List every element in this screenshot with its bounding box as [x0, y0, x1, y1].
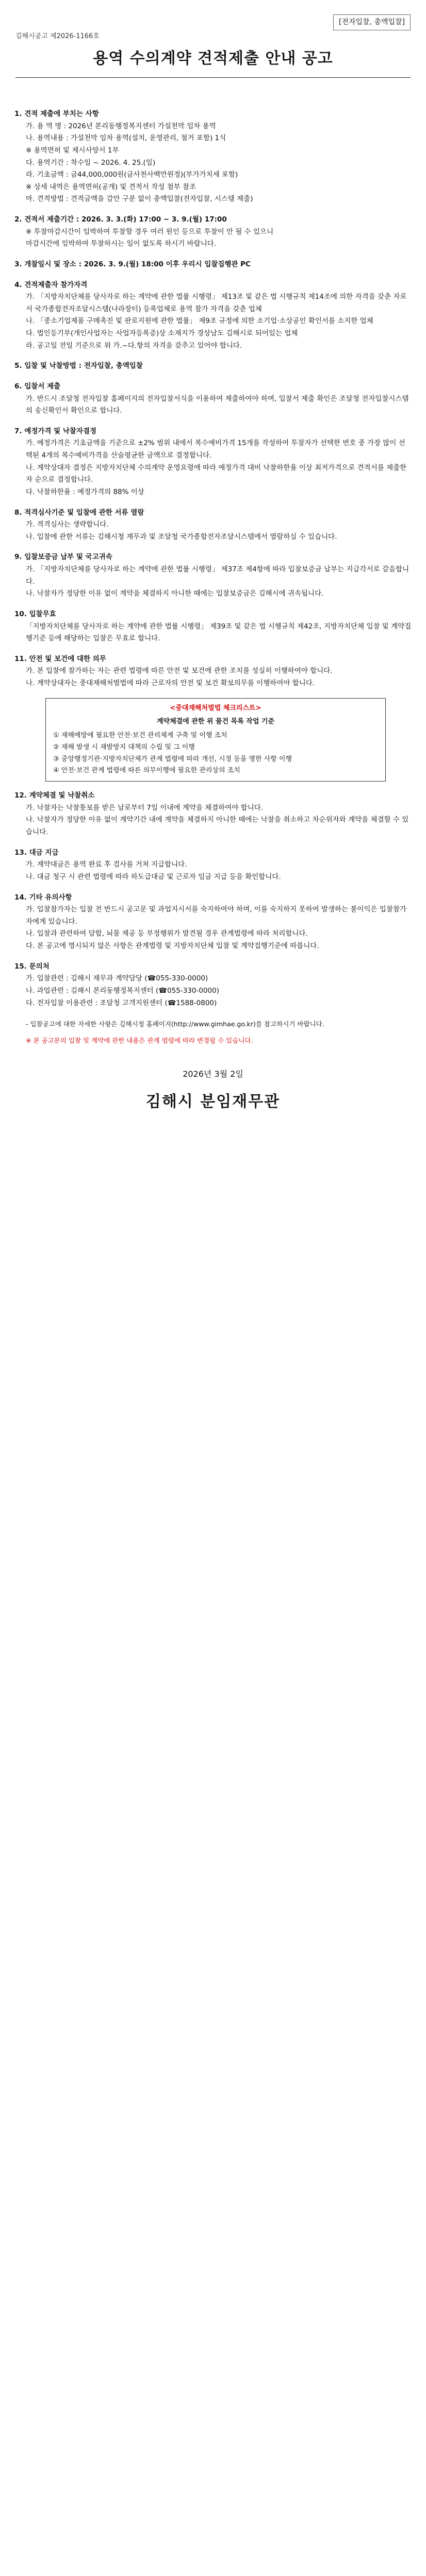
announcement-date: 2026년 3월 2일 [183, 1069, 243, 1079]
announcement-body [14, 108, 412, 1115]
notice-box [45, 698, 386, 782]
bid-type-tag: [전자입찰, 총액입찰] [333, 14, 411, 30]
notice-box-title: <중대재해처벌법 체크리스트> [170, 704, 261, 712]
section [14, 608, 412, 645]
section [14, 279, 412, 352]
section-line: 나. 계약상대자 결정은 지방자치단체 수의계약 운영요령에 따라 예정가격 대비 낙찰하한율 이상 최저가격으로 견적서를 제출한 자 순으로 결정합니다. [26, 463, 407, 484]
section-line: 가. 입찰참가자는 입찰 전 반드시 공고문 및 과업지시서를 숙지하여야 하며, 이를 숙지하지 못하여 발생하는 불이익은 입찰참가자에게 있습니다. [26, 905, 407, 926]
signer: 김해시 분임재무관 [145, 1092, 281, 1111]
section-heading: 15. 문의처 [14, 962, 50, 971]
section-heading: 13. 대금 지급 [14, 848, 59, 857]
section-line: 나. 입찰에 관한 서류는 김해시청 재무과 및 조달청 국가종합전자조달시스템에서 열람하실 수 있습니다. [26, 532, 337, 541]
section-line: 나. 계약상대자는 중대재해처벌법에 따라 근로자의 안전 및 보건 확보의무를 이행하여야 합니다. [26, 679, 315, 687]
notice-box-item: ④ 안전·보건 관계 법령에 따른 의무이행에 필요한 관리상의 조치 [53, 767, 240, 775]
section-heading: 5. 입찰 및 낙찰방법 : 전자입찰, 총액입찰 [14, 362, 143, 370]
section-line: 나. 용역내용 : 가설천막 임차 용역(설치, 운영관리, 철거 포함) 1식 [26, 134, 226, 143]
section-line: 가. 낙찰자는 낙찰통보를 받은 날로부터 7일 이내에 계약을 체결하여야 합니다. [26, 803, 264, 812]
section-heading: 3. 개찰일시 및 장소 : 2026. 3. 9.(월) 18:00 이후 우리시 입찰집행관 PC [14, 260, 251, 268]
footer-note: - 입찰공고에 대한 자세한 사항은 김해시청 홈페이지(http://www.gimhae.go.kr)를 참고하시기 바랍니다. [26, 1020, 324, 1028]
section-heading: 6. 입찰서 제출 [14, 382, 61, 391]
section-line: 「지방자치단체를 당사자로 하는 계약에 관한 법률 시행령」 제39조 및 같은 법 시행규칙 제42조, 지방자치단체 입찰 및 계약집행기준 등에 해당하는 입찰은 무효로 합니다. [26, 622, 412, 643]
section-line: 가. 「지방자치단체를 당사자로 하는 계약에 관한 법률 시행령」 제13조 및 같은 법 시행규칙 제14조에 의한 자격을 갖춘 자로서 국가종합전자조달시스템(나라장터) 등록업체로 용역 참가 자격을 갖춘 업체 [26, 293, 407, 313]
section-line: 나. 대금 청구 시 관련 법령에 따라 하도급대금 및 근로자 임금 지급 등을 확인합니다. [26, 872, 281, 881]
section-heading: 10. 입찰무효 [14, 609, 56, 618]
section-line: 가. 용 역 명 : 2026년 본리동행정복지센터 가설천막 임차 용역 [26, 122, 216, 130]
section-heading: 8. 적격심사기준 및 입찰에 관한 서류 열람 [14, 508, 144, 517]
section-heading: 14. 기타 유의사항 [14, 893, 72, 902]
sections-part-2 [14, 790, 412, 1009]
section-line: 나. 낙찰자가 정당한 이유 없이 계약기간 내에 계약을 체결하지 아니한 때에는 낙찰을 취소하고 차순위자와 계약을 체결할 수 있습니다. [26, 816, 409, 836]
section-heading: 4. 견적제출자 참가자격 [14, 280, 88, 289]
section [14, 653, 412, 690]
section-line: 나. 「중소기업제품 구매촉진 및 판로지원에 관한 법률」 제9조 규정에 의한 소기업·소상공인 확인서를 소지한 업체 [26, 317, 373, 326]
section-heading: 11. 안전 및 보건에 대한 의무 [14, 654, 106, 663]
section-heading: 9. 입찰보증금 납부 및 국고귀속 [14, 553, 112, 562]
section-line: 가. 입찰관련 : 김해시 재무과 계약담당 (☎055-330-0000) [26, 974, 208, 983]
section-line: 다. 용역기간 : 착수일 ~ 2026. 4. 25.(일) [26, 158, 156, 167]
section [14, 551, 412, 600]
section-line: 나. 입찰과 관련하여 담합, 뇌물 제공 등 부정행위가 발견될 경우 관계법령에 따라 처리합니다. [26, 929, 308, 938]
section-line: 가. 「지방자치단체를 당사자로 하는 계약에 관한 법률 시행령」 제37조 제4항에 따라 입찰보증금 납부는 지급각서로 갈음합니다. [26, 565, 409, 586]
section-line: 다. 법인등기부(개인사업자는 사업자등록증)상 소재지가 경상남도 김해시로 되어있는 업체 [26, 329, 298, 337]
header [0, 0, 426, 67]
title-divider [15, 77, 411, 78]
section-heading: 1. 견적 제출에 부치는 사항 [14, 110, 99, 118]
section-heading: 7. 예정가격 및 낙찰자결정 [14, 427, 97, 435]
section [14, 847, 412, 884]
sections-part-1 [14, 108, 412, 690]
section-line: 라. 기초금액 : 금44,000,000원(금사천사백만원정)(부가가치세 포함) [26, 171, 238, 179]
section-line: 다. 전자입찰 이용관련 : 조달청 고객지원센터 (☎1588-0800) [26, 998, 217, 1007]
section-line: 나. 낙찰자가 정당한 이유 없이 계약을 체결하지 아니한 때에는 입찰보증금은 김해시에 귀속됩니다. [26, 589, 324, 598]
section-line: 가. 적격심사는 생략합니다. [26, 520, 109, 529]
section [14, 892, 412, 953]
section-line: 다. 본 공고에 명시되지 않은 사항은 관계법령 및 지방자치단체 입찰 및 계약집행기준에 따릅니다. [26, 942, 319, 950]
section-line: 라. 공고일 전일 기준으로 위 가.~다.항의 자격을 갖추고 있어야 합니다. [26, 341, 242, 350]
notice-box-item: ③ 중앙행정기관·지방자치단체가 관계 법령에 따라 개선, 시정 등을 명한 사항 이행 [53, 755, 292, 763]
footer-note-2: ※ 본 공고문의 입찰 및 계약에 관한 내용은 관계 법령에 따라 변경될 수 있습니다. [26, 1037, 253, 1044]
section-line: ※ 용역면허 및 제시사양서 1부 [26, 146, 119, 155]
section [14, 790, 412, 839]
document-number: 김해시공고 제2026-1166호 [15, 32, 100, 40]
notice-box-item: ② 재해 발생 시 재발방지 대책의 수립 및 그 이행 [53, 743, 195, 751]
section-heading: 2. 견적서 제출기간 : 2026. 3. 3.(화) 17:00 ~ 3. 9.(월) 17:00 [14, 215, 227, 224]
section-line: 나. 과업관련 : 김해시 본리동행정복지센터 (☎055-330-0000) [26, 986, 219, 995]
section-line: ※ 상세 내역은 용역면허(공개) 및 견적서 작성 첨부 참조 [26, 182, 196, 191]
section-line: 가. 반드시 조달청 전자입찰 홈페이지의 전자입찰서식을 이용하여 제출하여야 하며, 입찰서 제출 확인은 조달청 전자입찰시스템의 송신확인서 확인으로 합니다. [26, 394, 409, 415]
section [14, 426, 412, 499]
notice-box-item: ① 재해예방에 필요한 안전·보건 관리체계 구축 및 이행 조치 [53, 732, 227, 740]
section-line: 가. 본 입찰에 참가하는 자는 관련 법령에 따른 안전 및 보건에 관한 조치를 성실히 이행하여야 합니다. [26, 667, 333, 675]
section [14, 507, 412, 544]
section-line: 마감시간에 임박하여 투찰하시는 일이 없도록 하시기 바랍니다. [26, 240, 217, 248]
section [14, 108, 412, 206]
section [14, 381, 412, 417]
section [14, 961, 412, 1010]
section-line: 다. 낙찰하한율 : 예정가격의 88% 이상 [26, 487, 144, 496]
section-heading: 12. 계약체결 및 낙찰취소 [14, 791, 95, 800]
section [14, 259, 412, 271]
notice-box-subtitle: 계약체결에 관한 위 물건 목록 작업 기준 [156, 718, 275, 726]
page-title: 용역 수의계약 견적제출 안내 공고 [93, 49, 333, 67]
section-line: 가. 계약대금은 용역 완료 후 검사를 거쳐 지급합니다. [26, 860, 187, 869]
section [14, 214, 412, 250]
section-line: ※ 투찰마감시간이 임박하여 투찰할 경우 여러 원인 등으로 투찰이 안 될 수 있으니 [26, 227, 274, 236]
notice-box-items [53, 730, 378, 777]
section-line: 가. 예정가격은 기초금액을 기준으로 ±2% 범위 내에서 복수예비가격 15개를 작성하여 투찰자가 선택한 번호 중 가장 많이 선택된 4개의 복수예비가격을 산술평균한 금액으로 결정합니다. [26, 439, 405, 460]
section-line: 마. 견적방법 : 견적금액을 감안 구분 없이 총액입찰(전자입찰, 시스템 제출) [26, 195, 253, 204]
section [14, 360, 412, 372]
